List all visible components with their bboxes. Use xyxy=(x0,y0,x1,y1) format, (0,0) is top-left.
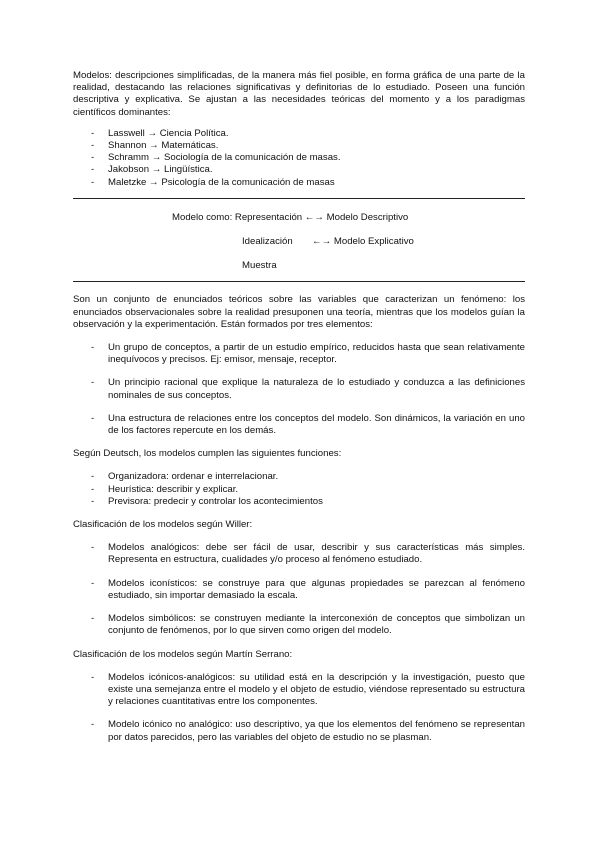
list-item: - Modelos iconísticos: se construye para que algunas propiedades se parezcan al fenómeno estudiado, sin importar demasiado la escala. xyxy=(73,578,525,602)
serrano-list xyxy=(73,672,525,744)
serrano-heading: Clasificación de los modelos según Martín Serrano: xyxy=(73,648,293,660)
list-item: - Previsora: predecir y controlar los acontecimientos xyxy=(73,496,525,508)
list-item: - Un principio racional que explique la naturaleza de lo estudiado y conduzca a las definiciones nominales de sus conceptos. xyxy=(73,377,525,401)
list-item: - Modelos analógicos: debe ser fácil de usar, describir y sus características más simples. Representa en estructura, cualidades y/o proceso al fenómeno estudiado. xyxy=(73,542,525,566)
document-page xyxy=(73,70,525,755)
elements-list xyxy=(73,342,525,437)
list-item: - Modelo icónico no analógico: uso descriptivo, ya que los elementos del fenómeno se representan por datos parecidos, pero las variables del objeto de estudio no se plasman. xyxy=(73,719,525,743)
list-item: - Schramm → Sociología de la comunicación de masas. xyxy=(73,152,525,164)
deutsch-heading: Según Deutsch, los modelos cumplen las siguientes funciones: xyxy=(73,448,342,460)
list-item: - Heurística: describir y explicar. xyxy=(73,484,525,496)
model-idealizacion: Idealización xyxy=(242,236,293,248)
authors-list xyxy=(73,128,525,189)
model-explicativo: ←→ Modelo Explicativo xyxy=(312,236,414,248)
list-item: - Lasswell → Ciencia Política. xyxy=(73,128,525,140)
list-item: - Jakobson → Lingüística. xyxy=(73,164,525,176)
willer-list xyxy=(73,542,525,637)
paragraph-elements: Son un conjunto de enunciados teóricos sobre las variables que caracterizan un fenómeno: los enunciados observacionales sobre la realidad presuponen una teoría, mientras que los modelos guían la observación y la experimentación. Están formados por tres elementos: xyxy=(73,294,525,330)
list-item: - Organizadora: ordenar e interrelacionar. xyxy=(73,471,525,483)
list-item: - Una estructura de relaciones entre los conceptos del modelo. Son dinámicos, la variación en uno de los factores repercute en los demás. xyxy=(73,413,525,437)
intro-paragraph: Modelos: descripciones simplificadas, de la manera más fiel posible, en forma gráfica de una parte de la realidad, destacando las relaciones significativas y definitorias de lo estudiado. Poseen una función descriptiva y explicativa. Se ajustan a las necesidades teóricas del momento y a los paradigmas científicos dominantes: xyxy=(73,70,525,118)
willer-heading: Clasificación de los modelos según Willer: xyxy=(73,519,253,531)
list-item: - Modelos icónicos-analógicos: su utilidad está en la descripción y la investigación, puesto que existe una semejanza entre el modelo y el objeto de estudio, viéndose representado su estructura y relaciones cuantitativas entre los componentes. xyxy=(73,672,525,709)
deutsch-list xyxy=(73,471,525,508)
list-item: - Shannon → Matemáticas. xyxy=(73,140,525,152)
model-line-1: Modelo como: Representación ←→ Modelo Descriptivo xyxy=(172,211,409,223)
list-item: - Un grupo de conceptos, a partir de un estudio empírico, reducidos hasta que sean relativamente inequívocos y precisos. Ej: emisor, mensaje, receptor. xyxy=(73,342,525,366)
model-line-3: Muestra xyxy=(242,260,277,272)
list-item: - Modelos simbólicos: se construyen mediante la interconexión de conceptos que simbolizan un conjunto de fenómenos, por lo que sirven como origen del modelo. xyxy=(73,613,525,637)
list-item: - Maletzke → Psicología de la comunicación de masas xyxy=(73,177,525,189)
model-line-2 xyxy=(73,236,525,248)
